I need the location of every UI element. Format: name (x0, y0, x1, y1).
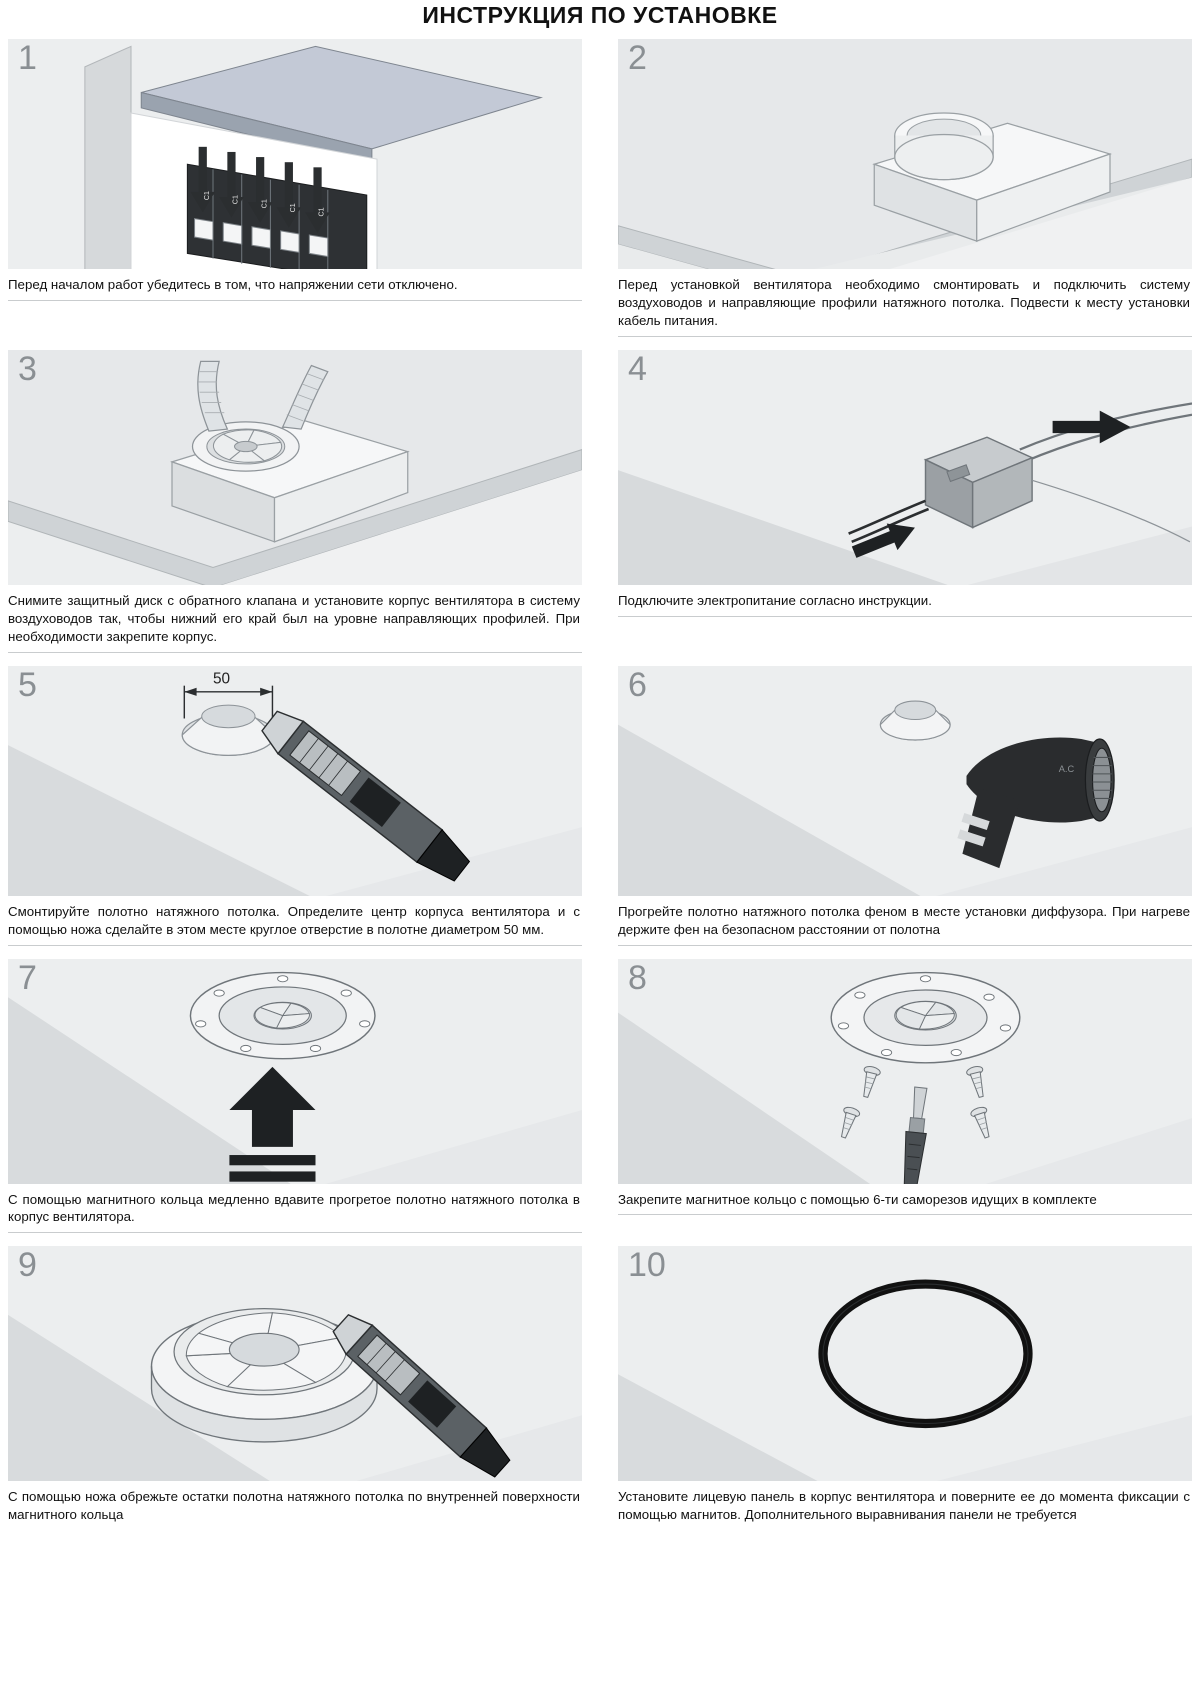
step-1-figure (8, 39, 582, 269)
fan-body-install-illustration (8, 350, 582, 585)
step-3 (8, 350, 582, 653)
dimension-value: 50 (213, 670, 231, 688)
duct-system-illustration (618, 39, 1192, 269)
step-6-divider (618, 945, 1192, 946)
step-10-figure (618, 1246, 1192, 1481)
step-2-caption: Перед установкой вентилятора необходимо смонтировать и подключить систему воздуховодов и направляющие профили натяжного потолка. Подвести к месту установки кабель питания. (618, 277, 1190, 328)
step-8-number: 8 (628, 958, 647, 997)
breaker-label-1: C1 (231, 195, 240, 205)
heat-gun-illustration (618, 666, 1192, 896)
step-4-divider (618, 616, 1192, 617)
step-8-caption: Закрепите магнитное кольцо с помощью 6-ти саморезов идущих в комплекте (618, 1191, 1097, 1207)
step-4-figure (618, 350, 1192, 585)
step-9 (8, 1246, 582, 1524)
step-3-divider (8, 652, 582, 653)
step-6-figure (618, 666, 1192, 896)
step-3-number: 3 (18, 349, 37, 388)
step-5-number: 5 (18, 665, 37, 704)
breaker-label-3: C1 (289, 203, 297, 213)
step-4-number: 4 (628, 349, 647, 388)
step-7-figure (8, 959, 582, 1184)
steps-grid (8, 39, 1192, 1537)
page-title: ИНСТРУКЦИЯ ПО УСТАНОВКЕ (422, 2, 778, 28)
step-2 (618, 39, 1192, 337)
step-8-divider (618, 1214, 1192, 1215)
step-5-divider (8, 945, 582, 946)
step-7 (8, 959, 582, 1234)
step-10-caption: Установите лицевую панель в корпус вентилятора и поверните ее до момента фиксации с помощью магнитов. Дополнительного выравнивания панели не требуется (618, 1489, 1190, 1523)
step-10 (618, 1246, 1192, 1524)
step-4-caption: Подключите электропитание согласно инструкции. (618, 592, 932, 608)
step-2-number: 2 (628, 39, 647, 77)
step-4 (618, 350, 1192, 653)
cut-hole-knife-illustration (8, 666, 582, 896)
magnetic-ring-press-illustration (8, 959, 582, 1184)
breaker-panel-illustration (8, 39, 582, 269)
step-1-caption: Перед началом работ убедитесь в том, что напряжении сети отключено. (8, 277, 458, 292)
face-panel-ring-illustration (618, 1246, 1192, 1481)
svg-text:A.C: A.C (1058, 763, 1075, 774)
step-2-divider (618, 336, 1192, 337)
step-6-caption: Прогрейте полотно натяжного потолка феном в месте установки диффузора. При нагреве держите фен на безопасном расстоянии от полотна (618, 903, 1190, 937)
step-8-figure (618, 959, 1192, 1184)
step-9-caption: С помощью ножа обрежьте остатки полотна натяжного потолка по внутренней поверхности магнитного кольца (8, 1489, 580, 1523)
step-9-figure (8, 1246, 582, 1481)
breaker-label-4: C1 (317, 207, 326, 217)
step-5-caption: Смонтируйте полотно натяжного потолка. Определите центр корпуса вентилятора и с помощью ножа сделайте в этом месте круглое отверстие в полотне диаметром 50 мм. (8, 903, 580, 937)
electrical-connection-illustration (618, 350, 1192, 585)
breaker-label-2: C1 (260, 199, 269, 209)
breaker-label-0: C1 (202, 190, 211, 201)
step-6 (618, 666, 1192, 946)
step-10-number: 10 (628, 1246, 666, 1285)
step-1-divider (8, 300, 582, 301)
step-8 (618, 959, 1192, 1234)
step-9-number: 9 (18, 1246, 37, 1285)
step-2-figure (618, 39, 1192, 269)
step-7-divider (8, 1232, 582, 1233)
trim-excess-knife-illustration (8, 1246, 582, 1481)
step-3-caption: Снимите защитный диск с обратного клапана и установите корпус вентилятора в систему воздуховодов так, чтобы нижний его край был на уровне направляющих профилей. При необходимости закрепите корпус. (8, 592, 580, 644)
step-3-figure (8, 350, 582, 585)
step-7-caption: С помощью магнитного кольца медленно вдавите прогретое полотно натяжного потолка в корпус вентилятора. (8, 1191, 580, 1225)
step-1-number: 1 (18, 39, 37, 77)
step-1 (8, 39, 582, 337)
screw-fixing-illustration (618, 959, 1192, 1184)
step-6-number: 6 (628, 665, 647, 704)
step-7-number: 7 (18, 958, 37, 997)
step-5 (8, 666, 582, 946)
step-5-figure (8, 666, 582, 896)
